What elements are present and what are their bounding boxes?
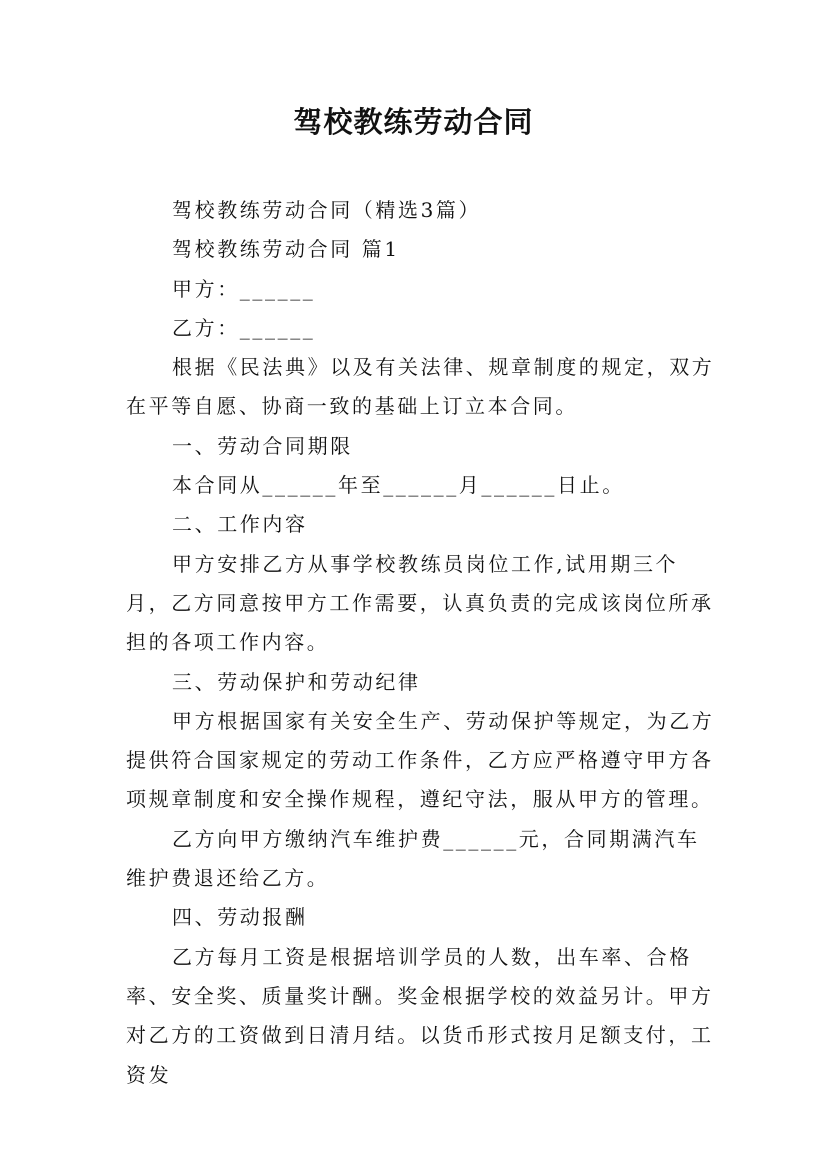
heading-contract-term: 一、劳动合同期限 <box>172 433 353 458</box>
heading-labor-protection: 三、劳动保护和劳动纪律 <box>172 669 421 694</box>
paragraph-contract-term: 本合同从______年至______月______日止。 <box>172 473 625 498</box>
paragraph-subtitle: 驾校教练劳动合同（精选3篇） <box>172 198 482 222</box>
paragraph-maintenance-fee: 乙方向甲方缴纳汽车维护费______元，合同期满汽车维护费退还给乙方。 <box>126 826 700 891</box>
paragraph-section-heading: 驾校教练劳动合同 篇1 <box>172 237 400 262</box>
paragraph-work-content: 甲方安排乙方从事学校教练员岗位工作,试用期三个月，乙方同意按甲方工作需要，认真负责的完成该岗位所承担的各项工作内容。 <box>126 551 714 655</box>
document-body <box>126 191 716 1095</box>
document-title: 驾校教练劳动合同 <box>293 105 534 139</box>
paragraph-remuneration: 乙方每月工资是根据培训学员的人数，出车率、合格率、安全奖、质量奖计酬。奖金根据学校的效益另计。甲方对乙方的工资做到日清月结。以货币形式按月足额支付，工资发 <box>126 944 714 1087</box>
heading-work-content: 二、工作内容 <box>172 512 308 537</box>
heading-remuneration: 四、劳动报酬 <box>172 905 308 930</box>
paragraph-party-b: 乙方：______ <box>172 315 316 340</box>
paragraph-preamble: 根据《民法典》以及有关法律、规章制度的规定，双方在平等自愿、协商一致的基础上订立本合同。 <box>126 355 715 419</box>
paragraph-labor-protection: 甲方根据国家有关安全生产、劳动保护等规定，为乙方提供符合国家规定的劳动工作条件，乙方应严格遵守甲方各项规章制度和安全操作规程，遵纪守法，服从甲方的管理。 <box>126 708 715 812</box>
paragraph-party-a: 甲方：______ <box>172 276 316 301</box>
